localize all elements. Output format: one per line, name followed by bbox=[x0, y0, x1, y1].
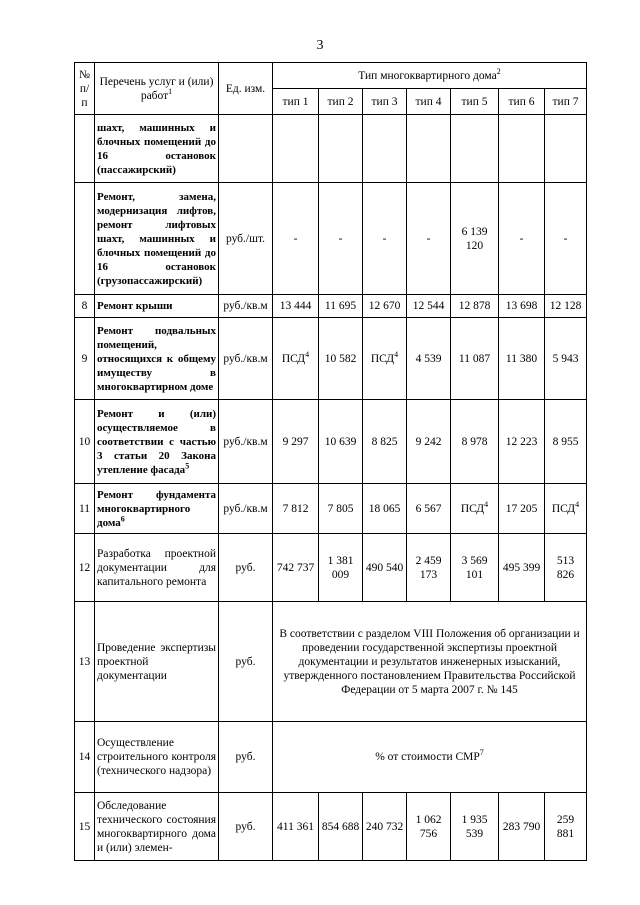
cell-value: 11 380 bbox=[499, 318, 545, 400]
cell-value: 7 805 bbox=[319, 484, 363, 534]
cell-value: 259 881 bbox=[545, 793, 587, 861]
row-name: Ремонт и (или) осуществляемое в соответствии с частью 3 статьи 20 Закона утепление фасада$^5$ bbox=[95, 400, 219, 484]
row-unit: руб. bbox=[219, 602, 273, 722]
row-name: шахт, машинных и блочных помещений до 16 остановок (пассажирский) bbox=[95, 115, 219, 183]
cell-value: 2 459 173 bbox=[407, 534, 451, 602]
table-row bbox=[75, 318, 587, 400]
control-note: % от стоимости СМР$^7$ bbox=[273, 722, 587, 793]
cell-value: - bbox=[407, 183, 451, 295]
header-type-1: тип 1 bbox=[273, 89, 319, 115]
header-name: Перечень услуг и (или) работ$^1$ bbox=[95, 63, 219, 115]
cell-value: - bbox=[319, 183, 363, 295]
row-num: 12 bbox=[75, 534, 95, 602]
cell-value: 490 540 bbox=[363, 534, 407, 602]
row-name: Ремонт крыши bbox=[95, 295, 219, 318]
cell-value: 4 539 bbox=[407, 318, 451, 400]
expertise-note: В соответствии с разделом VIII Положения об организации и проведении государственной экспертизы проектной документации и результатов инженерных изысканий, утвержденного постановлением Правительства Российской Федерации от 5 марта 2007 г. № 145 bbox=[273, 602, 587, 722]
cost-table bbox=[74, 62, 587, 861]
table-row bbox=[75, 602, 587, 722]
row-name: Осуществление строительного контроля (технического надзора) bbox=[95, 722, 219, 793]
cell-value: 17 205 bbox=[499, 484, 545, 534]
cell-value: 13 698 bbox=[499, 295, 545, 318]
header-type-5: тип 5 bbox=[451, 89, 499, 115]
header-num: № п/п bbox=[75, 63, 95, 115]
cell-value: - bbox=[363, 183, 407, 295]
cell-value: 9 297 bbox=[273, 400, 319, 484]
cell-value: - bbox=[499, 183, 545, 295]
row-name: Обследование технического состояния многоквартирного дома и (или) элемен- bbox=[95, 793, 219, 861]
cell-value: ПСД$^4$ bbox=[273, 318, 319, 400]
cell-value: 495 399 bbox=[499, 534, 545, 602]
cell-value: 240 732 bbox=[363, 793, 407, 861]
table-row bbox=[75, 400, 587, 484]
row-num: 11 bbox=[75, 484, 95, 534]
table-row bbox=[75, 793, 587, 861]
table-row bbox=[75, 484, 587, 534]
table-row bbox=[75, 115, 587, 183]
header-type-4: тип 4 bbox=[407, 89, 451, 115]
row-unit: руб./кв.м bbox=[219, 400, 273, 484]
row-unit bbox=[219, 115, 273, 183]
header-type-3: тип 3 bbox=[363, 89, 407, 115]
row-num: 9 bbox=[75, 318, 95, 400]
table-row bbox=[75, 534, 587, 602]
row-unit: руб. bbox=[219, 534, 273, 602]
row-name: Разработка проектной документации для капитального ремонта bbox=[95, 534, 219, 602]
cell-value: 12 878 bbox=[451, 295, 499, 318]
cell-value: 1 381 009 bbox=[319, 534, 363, 602]
cell-value: 3 569 101 bbox=[451, 534, 499, 602]
cell-value: 8 978 bbox=[451, 400, 499, 484]
cell-value: ПСД$^4$ bbox=[545, 484, 587, 534]
cell-value: 12 544 bbox=[407, 295, 451, 318]
cell-value: 6 139 120 bbox=[451, 183, 499, 295]
cell-value: 7 812 bbox=[273, 484, 319, 534]
table-row bbox=[75, 183, 587, 295]
cell-value: 283 790 bbox=[499, 793, 545, 861]
table-row bbox=[75, 295, 587, 318]
row-unit: руб. bbox=[219, 722, 273, 793]
cell-value: 6 567 bbox=[407, 484, 451, 534]
cell-value: 12 223 bbox=[499, 400, 545, 484]
row-num bbox=[75, 183, 95, 295]
cell-value: 10 639 bbox=[319, 400, 363, 484]
row-num: 8 bbox=[75, 295, 95, 318]
header-type-7: тип 7 bbox=[545, 89, 587, 115]
cell-value: 411 361 bbox=[273, 793, 319, 861]
cell-value: ПСД$^4$ bbox=[363, 318, 407, 400]
row-name: Проведение экспертизы проектной документации bbox=[95, 602, 219, 722]
cell-value: 8 825 bbox=[363, 400, 407, 484]
cell-value: - bbox=[273, 183, 319, 295]
cell-value: 742 737 bbox=[273, 534, 319, 602]
row-num bbox=[75, 115, 95, 183]
row-num: 14 bbox=[75, 722, 95, 793]
row-unit: руб. bbox=[219, 793, 273, 861]
cell-value: 12 670 bbox=[363, 295, 407, 318]
cell-value: ПСД$^4$ bbox=[451, 484, 499, 534]
header-type-group: Тип многоквартирного дома$^2$ bbox=[273, 63, 587, 89]
cell-value: 12 128 bbox=[545, 295, 587, 318]
cell-value: 9 242 bbox=[407, 400, 451, 484]
cell-value: 1 935 539 bbox=[451, 793, 499, 861]
cell-value: 11 695 bbox=[319, 295, 363, 318]
cell-value: 513 826 bbox=[545, 534, 587, 602]
cell-value: 1 062 756 bbox=[407, 793, 451, 861]
row-num: 15 bbox=[75, 793, 95, 861]
cell-value: 5 943 bbox=[545, 318, 587, 400]
row-unit: руб./кв.м bbox=[219, 318, 273, 400]
header-unit: Ед. изм. bbox=[219, 63, 273, 115]
cell-value: 18 065 bbox=[363, 484, 407, 534]
row-name: Ремонт подвальных помещений, относящихся к общему имуществу в многоквартирном доме bbox=[95, 318, 219, 400]
row-num: 10 bbox=[75, 400, 95, 484]
row-name: Ремонт фундамента многоквартирного дома$^6$ bbox=[95, 484, 219, 534]
cell-value: 8 955 bbox=[545, 400, 587, 484]
row-unit: руб./кв.м bbox=[219, 484, 273, 534]
row-name: Ремонт, замена, модернизация лифтов, ремонт лифтовых шахт, машинных и блочных помещений до 16 остановок (грузопассажирский) bbox=[95, 183, 219, 295]
header-type-6: тип 6 bbox=[499, 89, 545, 115]
row-num: 13 bbox=[75, 602, 95, 722]
row-unit: руб./шт. bbox=[219, 183, 273, 295]
cell-value: 10 582 bbox=[319, 318, 363, 400]
page-number: 3 bbox=[316, 38, 324, 53]
row-unit: руб./кв.м bbox=[219, 295, 273, 318]
cell-value: 854 688 bbox=[319, 793, 363, 861]
header-type-2: тип 2 bbox=[319, 89, 363, 115]
table-row bbox=[75, 722, 587, 793]
cell-value: 13 444 bbox=[273, 295, 319, 318]
cell-value: 11 087 bbox=[451, 318, 499, 400]
cell-value: - bbox=[545, 183, 587, 295]
